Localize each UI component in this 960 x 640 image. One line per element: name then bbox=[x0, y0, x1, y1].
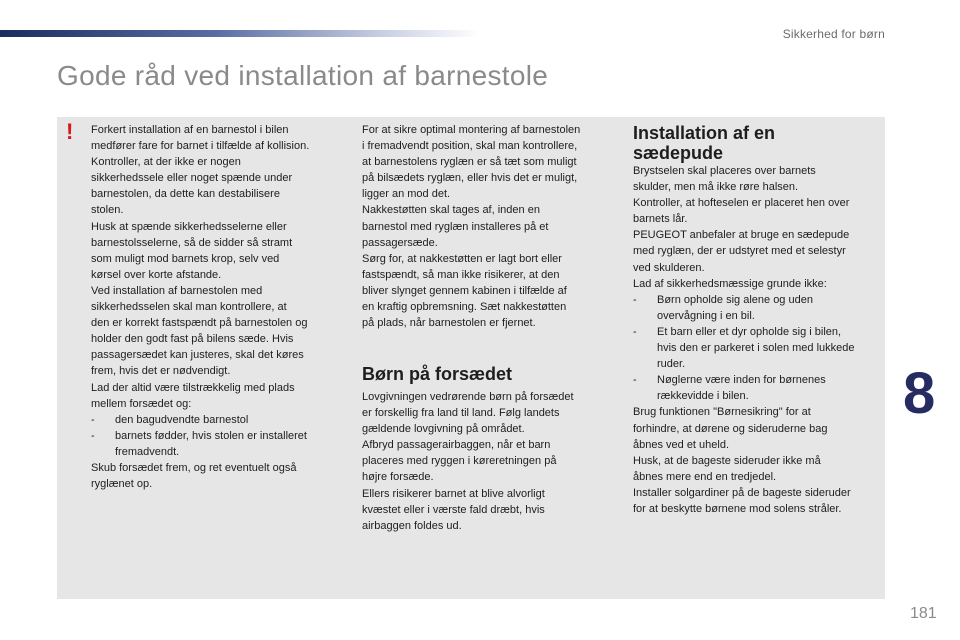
section-title: Sikkerhed for børn bbox=[782, 27, 885, 41]
text-line: er forskellig fra land til land. Følg landets bbox=[362, 407, 560, 420]
text-line: kørsel over korte afstande. bbox=[91, 268, 222, 281]
text-line: kvæstet eller i værste fald dræbt, hvis bbox=[362, 503, 545, 516]
text-line: placeres med ryggen i køreretningen på bbox=[362, 455, 557, 468]
page-number: 181 bbox=[910, 605, 937, 622]
text-line: på bilsædets ryglæn, eller hvis det er muligt, bbox=[362, 172, 578, 185]
front-seat-heading: Børn på forsædet bbox=[362, 364, 513, 384]
warning-text-column bbox=[91, 122, 341, 492]
heading-line: sædepude bbox=[633, 143, 724, 163]
text-line: fastspændt, så man ikke risikerer, at den bbox=[362, 268, 560, 281]
bullet-text bbox=[657, 292, 885, 324]
text-line: Brug funktionen "Børnesikring" for at bbox=[633, 406, 811, 419]
warning-icon: ! bbox=[66, 119, 74, 144]
text-line: airbaggen foldes ud. bbox=[362, 519, 462, 532]
bullet-dash: - bbox=[91, 429, 95, 442]
text-line: ved skulderen. bbox=[633, 261, 705, 274]
text-line: på plads, når barnestolen er fjernet. bbox=[362, 317, 536, 330]
text-line: Installer solgardiner på de bageste sideruder bbox=[633, 486, 851, 499]
header-bar bbox=[0, 30, 480, 37]
text-line: ruder. bbox=[657, 358, 686, 371]
text-line: åbnes mere end en tredjedel. bbox=[633, 470, 777, 483]
text-line: Nøglerne være inden for børnenes bbox=[657, 374, 826, 387]
text-line: skulder, men må ikke røre halsen. bbox=[633, 181, 799, 194]
text-line: passagersædet kan justeres, skal det køres bbox=[91, 349, 304, 362]
text-line: med ryglæn, der er udstyret med et selestyr bbox=[633, 245, 846, 258]
text-line: For at sikre optimal montering af barnestolen bbox=[362, 124, 581, 136]
text-line: Et barn eller et dyr opholde sig i bilen, bbox=[657, 325, 842, 338]
text-line: mellem forsædet og: bbox=[91, 397, 192, 410]
text-line: i fremadvendt position, skal man kontrollere, bbox=[362, 140, 578, 153]
text-line: Ved installation af barnestolen med bbox=[91, 284, 263, 297]
text-line: sikkerhedssele eller noget spænde under bbox=[91, 172, 293, 185]
text-line: forhindre, at dørene og sideruderne bag bbox=[633, 422, 828, 435]
heading-line: Installation af en bbox=[633, 123, 776, 143]
bullet-dash: - bbox=[91, 413, 95, 426]
bullet-dash: - bbox=[633, 293, 637, 306]
bullet-item bbox=[91, 428, 341, 460]
bullet-item bbox=[633, 372, 885, 404]
text-line: holder den godt fast på bilens sæde. Hvis bbox=[91, 333, 294, 346]
text-line: hvis den er parkeret i solen med lukkede bbox=[657, 342, 855, 355]
text-line: som muligt mod barnets krop, selv ved bbox=[91, 252, 280, 265]
text-line: for at beskytte børnene mod solens stråler. bbox=[633, 502, 842, 515]
bullet-dash: - bbox=[633, 325, 637, 338]
text-line: at barnestolens ryglæn er så tæt som muligt bbox=[362, 156, 577, 169]
text-line: Kontroller, at der ikke er nogen bbox=[91, 156, 241, 169]
front-seat-text bbox=[362, 389, 612, 534]
text-line: ligger an mod det. bbox=[362, 188, 451, 201]
bullet-text bbox=[115, 428, 341, 460]
text-line: stolen. bbox=[91, 204, 124, 217]
text-line: barnets fødder, hvis stolen er installeret bbox=[115, 429, 307, 442]
booster-seat-text bbox=[633, 163, 885, 517]
text-line: fremadvendt. bbox=[115, 445, 180, 458]
text-line: PEUGEOT anbefaler at bruge en sædepude bbox=[633, 229, 850, 242]
text-line: Husk at spænde sikkerhedsselerne eller bbox=[91, 220, 287, 233]
text-line: ryglænet op. bbox=[91, 478, 153, 491]
headrest-text-column bbox=[362, 122, 612, 331]
chapter-number: 8 bbox=[903, 361, 936, 426]
text-line: Forkert installation af en barnestol i bilen bbox=[91, 124, 289, 136]
bullet-text bbox=[657, 372, 885, 404]
text-line: gældende lovgivning på området. bbox=[362, 423, 525, 436]
text-line: overvågning i en bil. bbox=[657, 309, 755, 322]
text-line: barnestolen, da dette kan destabilisere bbox=[91, 188, 280, 201]
bullet-item bbox=[91, 412, 341, 428]
bullet-item bbox=[633, 292, 885, 324]
bullet-item bbox=[633, 324, 885, 372]
text-line: en kraftig opbremsning. Sæt nakkestøtten bbox=[362, 301, 567, 314]
text-line: åbnes ved et uheld. bbox=[633, 438, 730, 451]
text-line: frem, hvis det er nødvendigt. bbox=[91, 365, 231, 378]
text-line: højre forsæde. bbox=[362, 471, 434, 484]
text-line: Skub forsædet frem, og ret eventuelt også bbox=[91, 461, 297, 474]
text-line: barnets lår. bbox=[633, 213, 688, 226]
text-line: passagersæde. bbox=[362, 236, 438, 249]
text-line: rækkevidde i bilen. bbox=[657, 390, 749, 403]
text-line: sikkerhedsselen skal man kontrollere, at bbox=[91, 301, 287, 314]
text-line: Sørg for, at nakkestøtten er lagt bort eller bbox=[362, 252, 562, 265]
text-line: bliver slynget gennem kabinen i tilfælde af bbox=[362, 284, 567, 297]
text-line: Brystselen skal placeres over barnets bbox=[633, 165, 816, 177]
bullet-text bbox=[657, 324, 885, 372]
text-line: barnestolsselerne, så de sidder så stramt bbox=[91, 236, 293, 249]
text-line: barnestol med ryglæn installeres på et bbox=[362, 220, 549, 233]
text-line: medfører fare for barnet i tilfælde af kollision. bbox=[91, 140, 310, 153]
booster-seat-heading bbox=[633, 123, 873, 163]
text-line: Husk, at de bageste sideruder ikke må bbox=[633, 454, 821, 467]
bullet-dash: - bbox=[633, 374, 637, 387]
text-line: Lad af sikkerhedsmæssige grunde ikke: bbox=[633, 277, 827, 290]
text-line: Lovgivningen vedrørende børn på forsædet bbox=[362, 391, 574, 403]
text-line: den er korrekt fastspændt på barnestolen og bbox=[91, 317, 308, 330]
bullet-text: den bagudvendte barnestol bbox=[115, 413, 249, 426]
text-line: Lad der altid være tilstrækkelig med plads bbox=[91, 381, 295, 394]
page-title: Gode råd ved installation af barnestole bbox=[57, 60, 549, 91]
text-line: Nakkestøtten skal tages af, inden en bbox=[362, 204, 540, 217]
text-line: Afbryd passagerairbaggen, når et barn bbox=[362, 439, 551, 452]
text-line: Børn opholde sig alene og uden bbox=[657, 293, 813, 306]
text-line: Kontroller, at hofteselen er placeret hen over bbox=[633, 197, 850, 210]
text-line: Ellers risikerer barnet at blive alvorligt bbox=[362, 487, 545, 500]
